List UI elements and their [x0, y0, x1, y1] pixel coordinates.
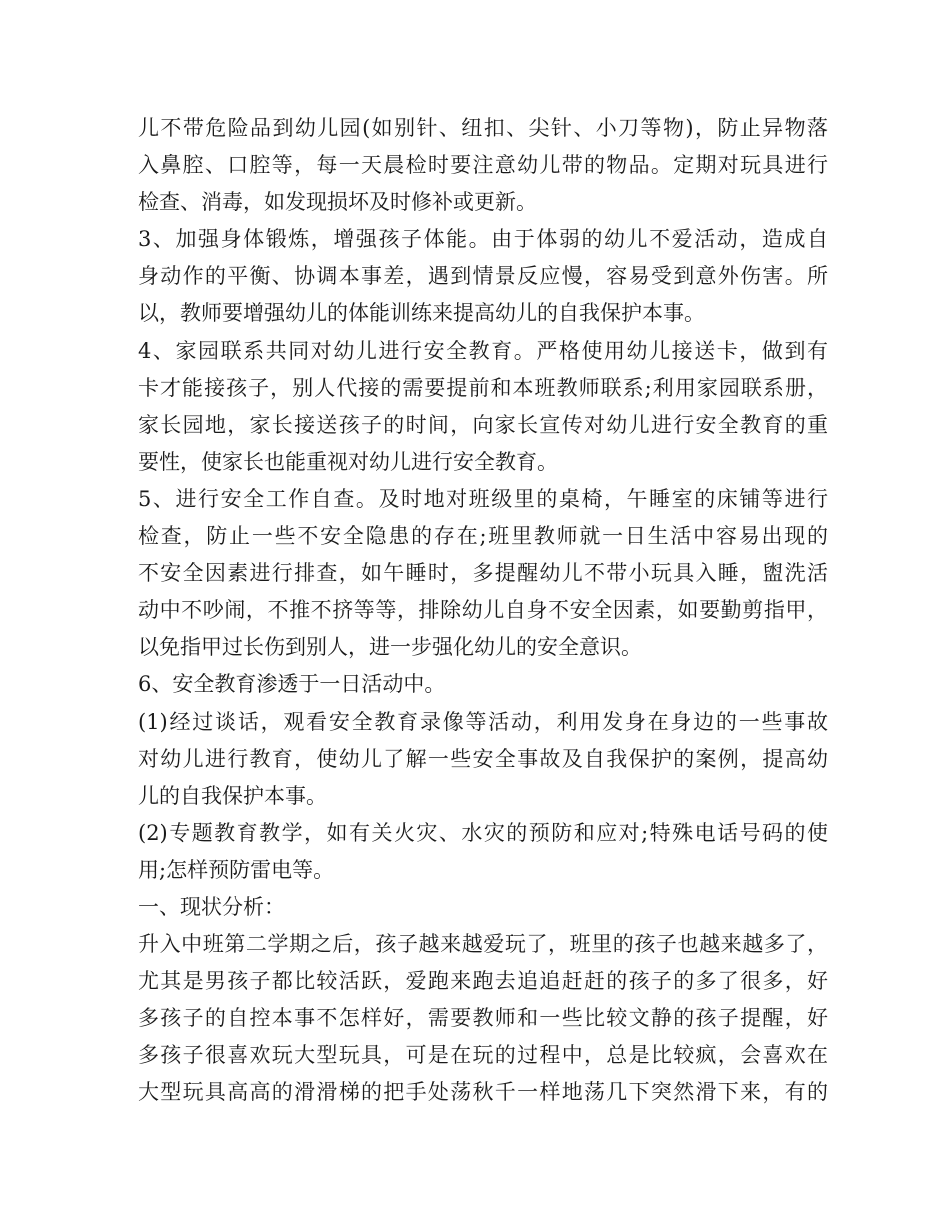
text-line: 6、安全教育渗透于一日活动中。 [138, 672, 446, 697]
text-line: 儿的自我保护本事。 [138, 783, 327, 808]
text-line: 用;怎样预防雷电等。 [138, 857, 335, 882]
text-line: 检查，防止一些不安全隐患的存在;班里教师就一日生活中容易出现的 [138, 524, 828, 549]
text-line: 一、现状分析： [138, 894, 285, 919]
text-line: 大型玩具高高的滑滑梯的把手处荡秋千一样地荡几下突然滑下来，有的 [138, 1080, 828, 1105]
text-line: 升入中班第二学期之后，孩子越来越爱玩了，班里的孩子也越来越多了， [138, 932, 828, 957]
text-line: 儿不带危险品到幼儿园(如别针、纽扣、尖针、小刀等物)，防止异物落 [138, 116, 828, 140]
text-line: 卡才能接孩子，别人代接的需要提前和本班教师联系;利用家园联系册， [138, 375, 828, 400]
text-line: 动中不吵闹，不推不挤等等，排除幼儿自身不安全因素，如要勤剪指甲， [138, 598, 828, 623]
text-line: 不安全因素进行排查，如午睡时，多提醒幼儿不带小玩具入睡，盥洗活 [138, 561, 828, 586]
text-line: 家长园地，家长接送孩子的时间，向家长宣传对幼儿进行安全教育的重 [138, 412, 828, 437]
text-line: 多孩子的自控本事不怎样好，需要教师和一些比较文静的孩子提醒，好 [138, 1006, 828, 1031]
text-line: (2)专题教育教学，如有关火灾、水灾的预防和应对;特殊电话号码的使 [138, 820, 828, 845]
text-line: 入鼻腔、口腔等，每一天晨检时要注意幼儿带的物品。定期对玩具进行 [138, 153, 828, 178]
body-text [138, 110, 828, 1112]
text-line: 5、进行安全工作自查。及时地对班级里的桌椅，午睡室的床铺等进行 [138, 486, 828, 511]
text-line: 检查、消毒，如发现损坏及时修补或更新。 [138, 190, 537, 215]
text-line: 3、加强身体锻炼，增强孩子体能。由于体弱的幼儿不爱活动，造成自 [138, 227, 828, 252]
text-line: (1)经过谈话，观看安全教育录像等活动，利用发身在身边的一些事故 [138, 709, 828, 734]
text-line: 4、家园联系共同对幼儿进行安全教育。严格使用幼儿接送卡，做到有 [138, 338, 828, 363]
text-line: 尤其是男孩子都比较活跃，爱跑来跑去追追赶赶的孩子的多了很多，好 [138, 969, 828, 994]
text-line: 多孩子很喜欢玩大型玩具，可是在玩的过程中，总是比较疯，会喜欢在 [138, 1043, 828, 1068]
text-line: 以免指甲过长伤到别人，进一步强化幼儿的安全意识。 [138, 635, 642, 660]
text-line: 要性，使家长也能重视对幼儿进行安全教育。 [138, 449, 558, 474]
text-line: 以，教师要增强幼儿的体能训练来提高幼儿的自我保护本事。 [138, 301, 705, 326]
text-line: 对幼儿进行教育，使幼儿了解一些安全事故及自我保护的案例，提高幼 [138, 746, 828, 771]
text-line: 身动作的平衡、协调本事差，遇到情景反应慢，容易受到意外伤害。所 [138, 264, 828, 289]
